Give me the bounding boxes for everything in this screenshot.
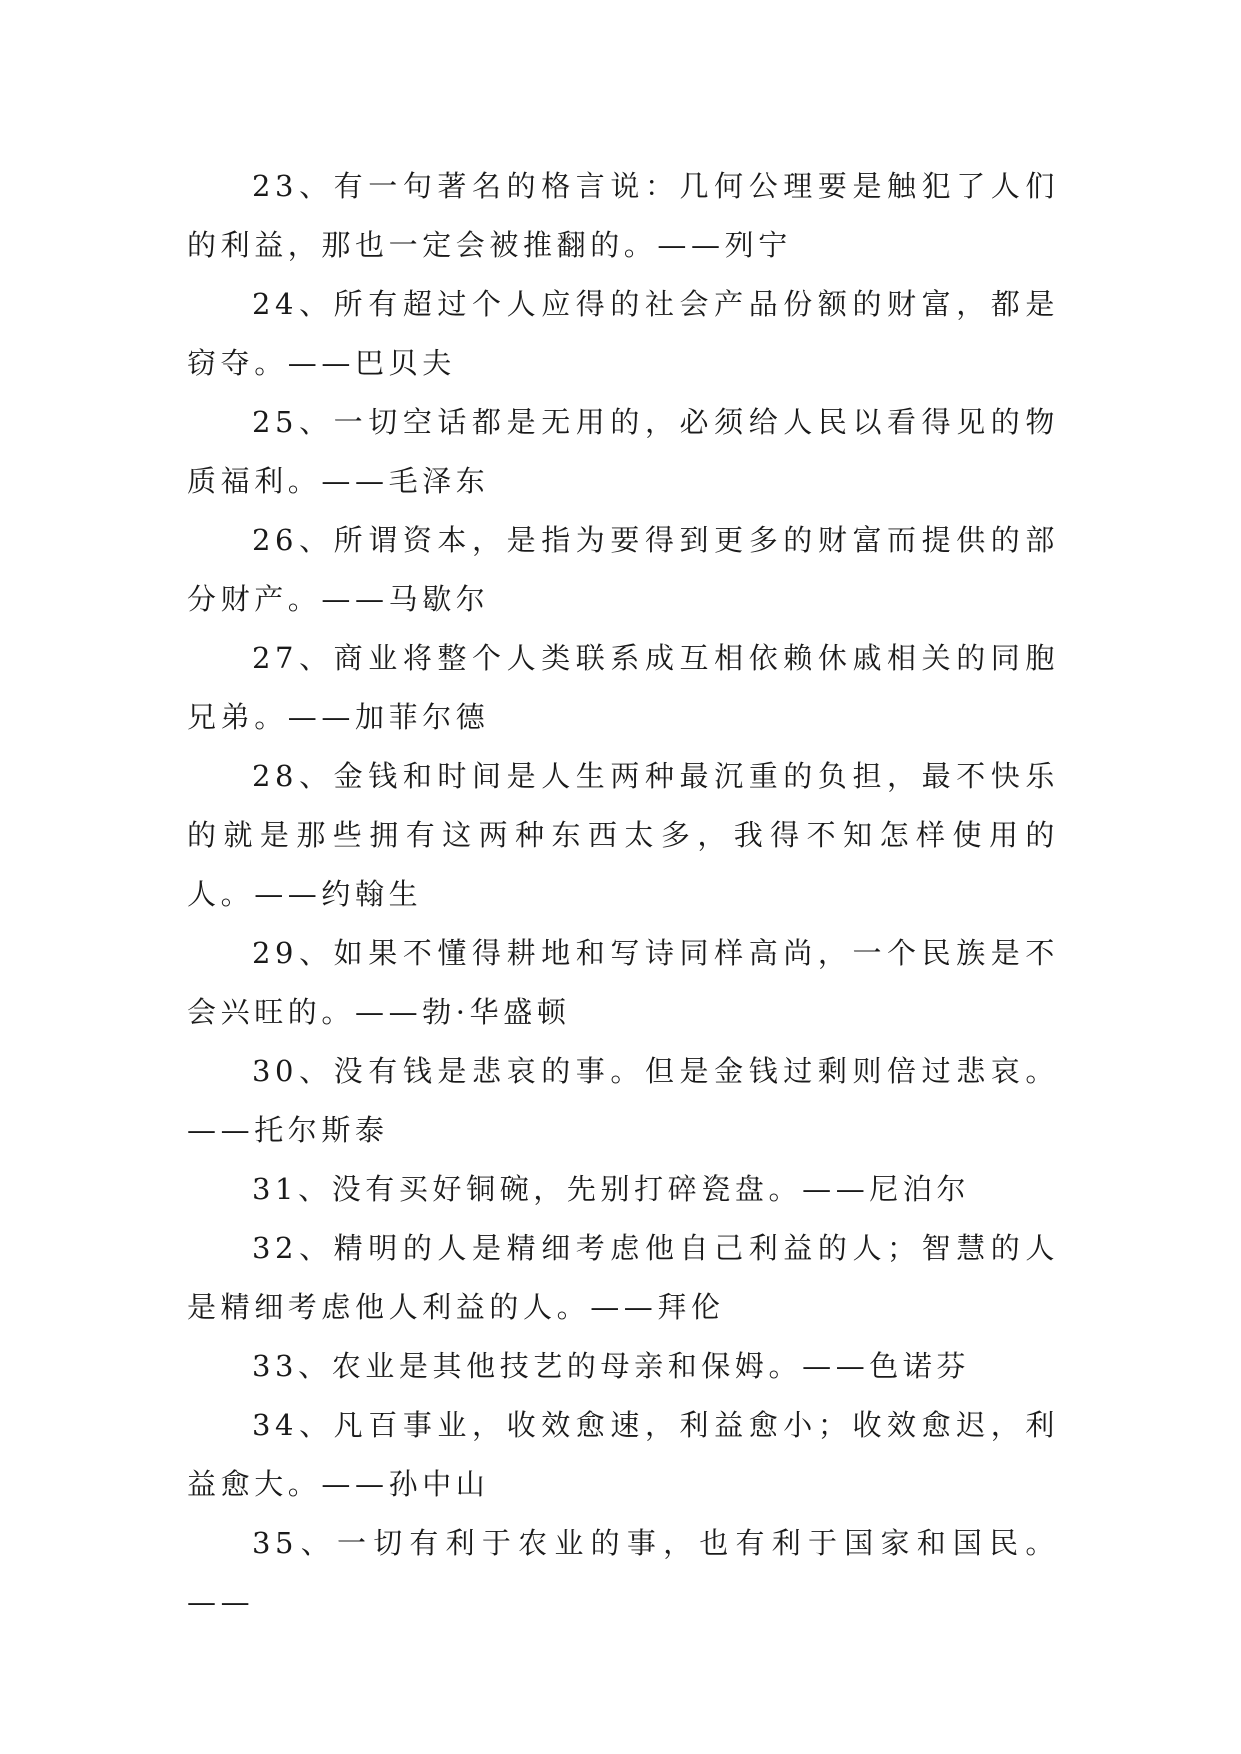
quote-paragraph-35: 35、一切有利于农业的事，也有利于国家和国民。—— bbox=[187, 1526, 1059, 1619]
quote-paragraph-30: 30、没有钱是悲哀的事。但是金钱过剩则倍过悲哀。——托尔斯泰 bbox=[187, 1054, 1059, 1147]
quote-paragraph-31: 31、没有买好铜碗，先别打碎瓷盘。——尼泊尔 bbox=[252, 1172, 971, 1206]
quote-paragraph-32: 32、精明的人是精细考虑他自己利益的人；智慧的人是精细考虑他人利益的人。——拜伦 bbox=[187, 1231, 1059, 1324]
quote-paragraph-24: 24、所有超过个人应得的社会产品份额的财富，都是窃夺。——巴贝夫 bbox=[187, 287, 1059, 380]
quote-paragraph-23: 23、有一句著名的格言说：几何公理要是触犯了人们的利益，那也一定会被推翻的。——列宁 bbox=[187, 169, 1059, 262]
quote-paragraph-33: 33、农业是其他技艺的母亲和保姆。——色诺芬 bbox=[252, 1349, 971, 1383]
quote-paragraph-27: 27、商业将整个人类联系成互相依赖休戚相关的同胞兄弟。——加菲尔德 bbox=[187, 641, 1059, 734]
quote-paragraph-34: 34、凡百事业，收效愈速，利益愈小；收效愈迟，利益愈大。——孙中山 bbox=[187, 1408, 1059, 1501]
quote-paragraph-25: 25、一切空话都是无用的，必须给人民以看得见的物质福利。——毛泽东 bbox=[187, 405, 1059, 498]
quote-paragraph-28: 28、金钱和时间是人生两种最沉重的负担，最不快乐的就是那些拥有这两种东西太多，我得不知怎样使用的人。——约翰生 bbox=[187, 759, 1059, 911]
document-body bbox=[187, 157, 1059, 1632]
quote-paragraph-26: 26、所谓资本，是指为要得到更多的财富而提供的部分财产。——马歇尔 bbox=[187, 523, 1059, 616]
quote-paragraph-29: 29、如果不懂得耕地和写诗同样高尚，一个民族是不会兴旺的。——勃·华盛顿 bbox=[187, 936, 1059, 1029]
